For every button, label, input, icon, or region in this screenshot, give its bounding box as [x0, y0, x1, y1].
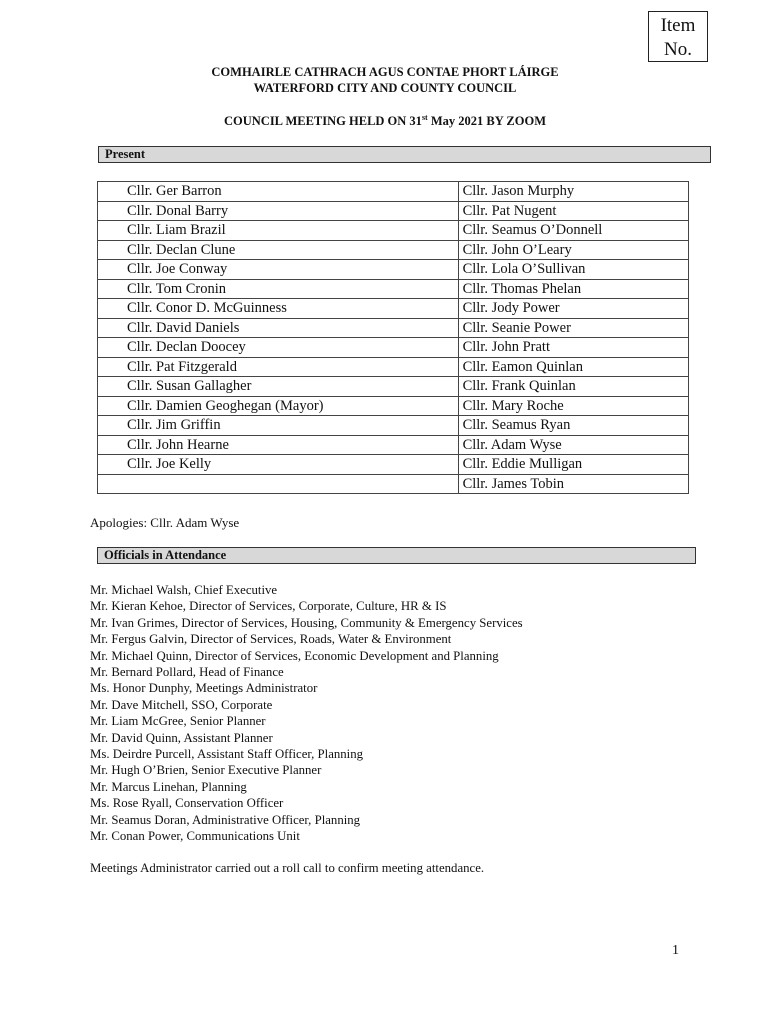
member-name-left: Cllr. Joe Conway — [98, 260, 459, 280]
council-name-irish: COMHAIRLE CATHRACH AGUS CONTAE PHORT LÁIRGE — [211, 65, 559, 79]
member-name-right: Cllr. Mary Roche — [458, 396, 688, 416]
item-number-box — [648, 11, 708, 62]
present-members-table — [97, 181, 689, 494]
member-name-right: Cllr. Eddie Mulligan — [458, 455, 688, 475]
official-entry: Mr. Seamus Doran, Administrative Officer, Planning — [90, 812, 361, 827]
member-name-right: Cllr. Eamon Quinlan — [458, 357, 688, 377]
official-entry: Ms. Rose Ryall, Conservation Officer — [90, 796, 284, 811]
table-row — [98, 182, 689, 202]
official-entry: Mr. Marcus Linehan, Planning — [90, 779, 247, 794]
meeting-title-rest: May 2021 BY ZOOM — [427, 114, 546, 129]
member-name-left: Cllr. John Hearne — [98, 435, 459, 455]
table-row — [98, 260, 689, 280]
member-name-right: Cllr. John Pratt — [458, 338, 688, 358]
table-row — [98, 455, 689, 475]
official-entry: Mr. Ivan Grimes, Director of Services, Housing, Community & Emergency Services — [90, 615, 523, 630]
table-row — [98, 299, 689, 319]
official-entry: Mr. Liam McGree, Senior Planner — [90, 714, 266, 729]
member-name-right: Cllr. Jason Murphy — [458, 182, 688, 202]
member-name-left — [98, 474, 459, 494]
member-name-right: Cllr. Thomas Phelan — [458, 279, 688, 299]
meeting-title-ordinal: st — [421, 113, 428, 122]
official-entry: Mr. Dave Mitchell, SSO, Corporate — [90, 697, 273, 712]
meeting-title — [0, 113, 770, 129]
official-entry: Mr. Kieran Kehoe, Director of Services, Corporate, Culture, HR & IS — [90, 599, 447, 614]
official-entry: Mr. Hugh O’Brien, Senior Executive Planner — [90, 763, 322, 778]
member-name-right: Cllr. Pat Nugent — [458, 201, 688, 221]
member-name-left: Cllr. Jim Griffin — [98, 416, 459, 436]
official-entry: Mr. Conan Power, Communications Unit — [90, 829, 300, 844]
officials-list — [90, 582, 523, 845]
table-row — [98, 318, 689, 338]
table-row — [98, 474, 689, 494]
table-row — [98, 279, 689, 299]
table-row — [98, 357, 689, 377]
table-row — [98, 396, 689, 416]
table-row — [98, 435, 689, 455]
member-name-right: Cllr. Jody Power — [458, 299, 688, 319]
table-row — [98, 338, 689, 358]
member-name-left: Cllr. Liam Brazil — [98, 221, 459, 241]
member-name-right: Cllr. Adam Wyse — [458, 435, 688, 455]
member-name-left: Cllr. Tom Cronin — [98, 279, 459, 299]
official-entry: Mr. Michael Quinn, Director of Services, Economic Development and Planning — [90, 648, 499, 663]
meeting-title-date: COUNCIL MEETING HELD ON 31 — [223, 114, 422, 129]
member-name-right: Cllr. Lola O’Sullivan — [458, 260, 688, 280]
officials-heading: Officials in Attendance — [97, 547, 696, 564]
roll-call-note: Meetings Administrator carried out a roll call to confirm meeting attendance. — [90, 861, 485, 875]
member-name-right: Cllr. Seanie Power — [458, 318, 688, 338]
item-label: Item — [660, 15, 696, 36]
table-row — [98, 240, 689, 260]
table-row — [98, 221, 689, 241]
member-name-right: Cllr. James Tobin — [458, 474, 688, 494]
official-entry: Mr. Michael Walsh, Chief Executive — [90, 583, 278, 597]
member-name-left: Cllr. Pat Fitzgerald — [98, 357, 459, 377]
member-name-left: Cllr. Conor D. McGuinness — [98, 299, 459, 319]
official-entry: Ms. Honor Dunphy, Meetings Administrator — [90, 681, 318, 696]
official-entry: Mr. David Quinn, Assistant Planner — [90, 730, 273, 745]
member-name-left: Cllr. Declan Clune — [98, 240, 459, 260]
member-name-left: Cllr. Declan Doocey — [98, 338, 459, 358]
member-name-right: Cllr. John O’Leary — [458, 240, 688, 260]
item-no-label: No. — [664, 39, 692, 60]
table-row — [98, 201, 689, 221]
member-name-left: Cllr. David Daniels — [98, 318, 459, 338]
official-entry: Ms. Deirdre Purcell, Assistant Staff Officer, Planning — [90, 747, 364, 762]
member-name-left: Cllr. Joe Kelly — [98, 455, 459, 475]
member-name-left: Cllr. Damien Geoghegan (Mayor) — [98, 396, 459, 416]
member-name-left: Cllr. Ger Barron — [98, 182, 459, 202]
member-name-left: Cllr. Susan Gallagher — [98, 377, 459, 397]
page-number: 1 — [672, 943, 679, 958]
official-entry: Mr. Fergus Galvin, Director of Services, Roads, Water & Environment — [90, 632, 452, 647]
table-row — [98, 416, 689, 436]
member-name-left: Cllr. Donal Barry — [98, 201, 459, 221]
table-row — [98, 377, 689, 397]
present-heading: Present — [98, 146, 711, 163]
member-name-right: Cllr. Seamus Ryan — [458, 416, 688, 436]
member-name-right: Cllr. Frank Quinlan — [458, 377, 688, 397]
member-name-right: Cllr. Seamus O’Donnell — [458, 221, 688, 241]
council-name-english: WATERFORD CITY AND COUNTY COUNCIL — [253, 81, 517, 95]
official-entry: Mr. Bernard Pollard, Head of Finance — [90, 665, 284, 680]
apologies: Apologies: Cllr. Adam Wyse — [90, 515, 240, 530]
